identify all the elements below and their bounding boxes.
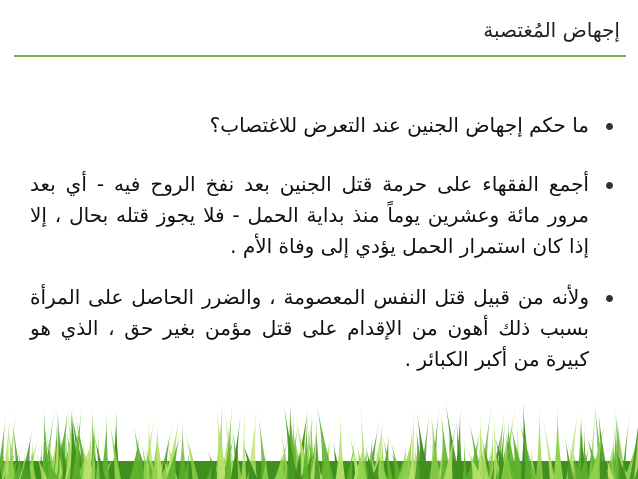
grass-border-image <box>0 399 638 479</box>
grass-blade <box>241 405 246 479</box>
bullet-item <box>30 110 615 141</box>
title-underline <box>14 55 626 57</box>
bullet-item <box>30 282 615 375</box>
slide-title: إجهاض المُغتصبة <box>483 18 620 42</box>
bullet-text: ولأنه من قبيل قتل النفس المعصومة ، والضرر الحاصل على المرأة بسبب ذلك أهون من الإقدام على قتل مؤمن بغير حق ، الذي هو كبيرة من أكبر الكبائر . <box>30 285 589 371</box>
grass-blade <box>336 415 345 479</box>
bullet-text: ما حكم إجهاض الجنين عند التعرض للاغتصاب؟ <box>209 113 589 137</box>
slide-content <box>30 110 615 395</box>
grass-blade <box>553 407 563 479</box>
title-bar <box>14 12 628 56</box>
bullet-dot-icon <box>606 123 613 130</box>
grass-blade <box>463 439 467 479</box>
bullet-dot-icon <box>606 182 613 189</box>
bullet-text: أجمع الفقهاء على حرمة قتل الجنين بعد نفخ الروح فيه - أي بعد مرور مائة وعشرين يوماً منذ بداية الحمل - فلا يجوز قتله بحال ، إلا إذا كان استمرار الحمل يؤدي إلى وفاة الأم . <box>30 172 589 258</box>
grass-blade <box>455 408 464 479</box>
grass-blade <box>536 404 543 479</box>
grass-blade <box>179 422 187 479</box>
bullet-item <box>30 169 615 262</box>
bullet-dot-icon <box>606 295 613 302</box>
